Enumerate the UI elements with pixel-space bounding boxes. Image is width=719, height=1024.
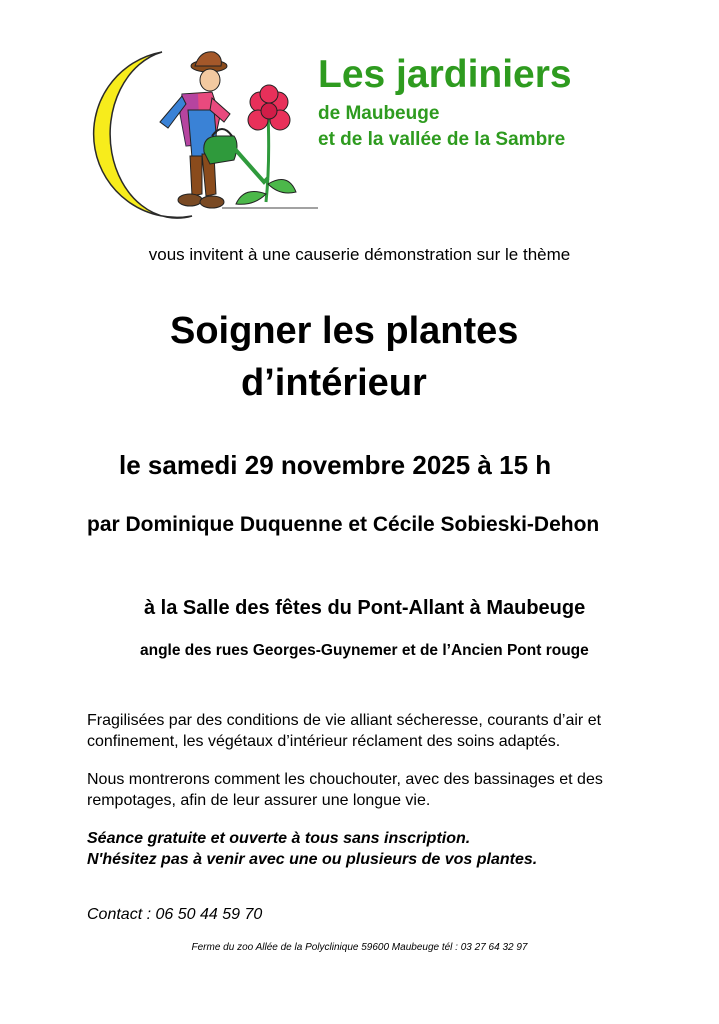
moon-icon <box>94 52 192 218</box>
org-line-3: et de la vallée de la Sambre <box>318 129 566 150</box>
event-title-line-1: Soigner les plantes <box>170 310 519 352</box>
footer-address: Ferme du zoo Allée de la Polyclinique 59600 Maubeuge tél : 03 27 64 32 97 <box>191 942 528 953</box>
free-entry-notice <box>87 828 537 870</box>
description-line: rempotages, afin de leur assurer une longue vie. <box>87 792 431 809</box>
org-name: Les jardiniers <box>318 53 572 96</box>
event-date: le samedi 29 novembre 2025 à 15 h <box>119 450 552 480</box>
description-line: Fragilisées par des conditions de vie alliant sécheresse, courants d’air et <box>87 712 602 729</box>
contact-phone: Contact : 06 50 44 59 70 <box>87 906 263 923</box>
event-speakers: par Dominique Duquenne et Cécile Sobieski-Dehon <box>87 513 600 536</box>
description-line: confinement, les végétaux d’intérieur réclament des soins adaptés. <box>87 733 561 750</box>
org-line-2: de Maubeuge <box>318 103 440 124</box>
event-address: angle des rues Georges-Guynemer et de l’Ancien Pont rouge <box>140 642 589 659</box>
event-venue: à la Salle des fêtes du Pont-Allant à Maubeuge <box>144 597 586 619</box>
gardener-moon-flower-logo <box>82 44 322 224</box>
notice-line: Séance gratuite et ouverte à tous sans inscription. <box>87 830 471 847</box>
description-paragraph-1 <box>87 710 687 752</box>
description-paragraph-2 <box>87 769 687 811</box>
notice-line: N'hésitez pas à venir avec une ou plusieurs de vos plantes. <box>87 851 538 868</box>
event-title-line-2: d’intérieur <box>241 362 427 404</box>
description-line: Nous montrerons comment les chouchouter, avec des bassinages et des <box>87 771 603 788</box>
invitation-text: vous invitent à une causerie démonstration sur le thème <box>148 245 571 264</box>
